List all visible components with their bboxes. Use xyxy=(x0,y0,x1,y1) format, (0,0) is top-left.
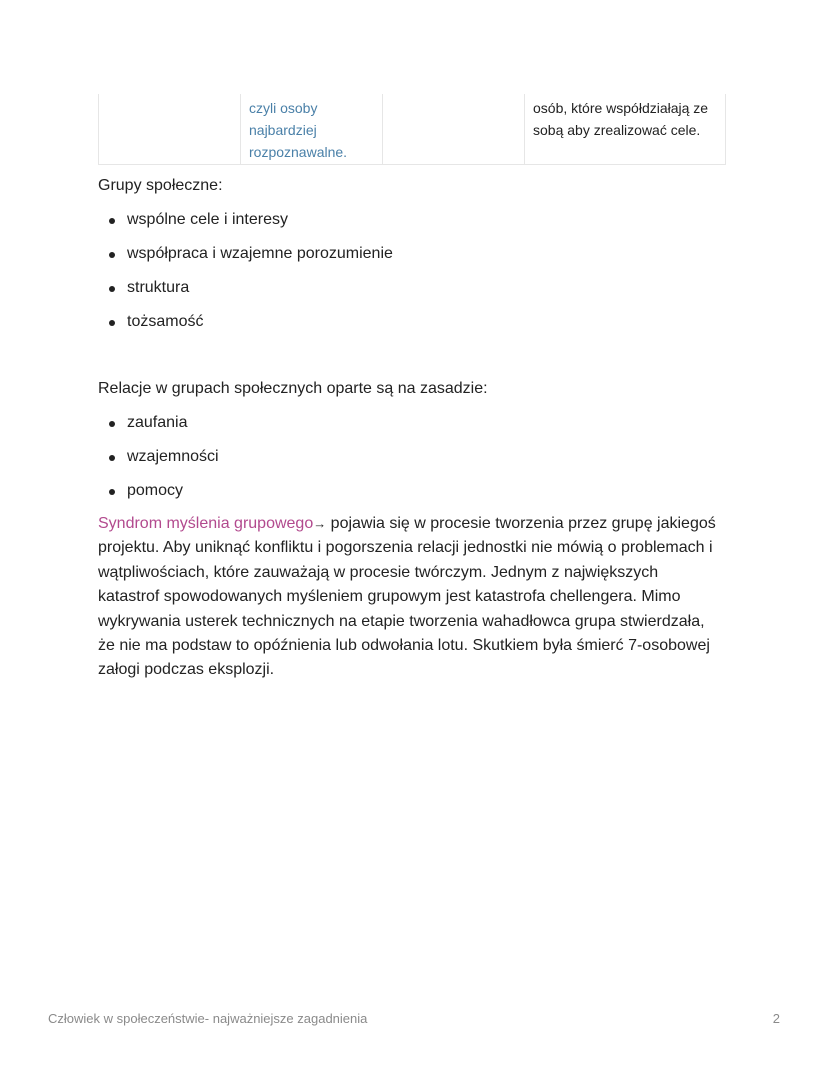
bullet-icon xyxy=(109,320,115,326)
table-cell-definition xyxy=(525,94,726,165)
paragraph-line: wykrywania usterek technicznych na etapie tworzenia wahadłowca grupa stwierdzała, xyxy=(98,612,705,630)
paragraph-line: że nie ma podstaw to opóźnienia lub odwołania lotu. Skutkiem była śmierć 7-osobowej xyxy=(98,637,710,655)
table-row xyxy=(99,94,726,165)
bullet-icon xyxy=(109,421,115,427)
page-number: 2 xyxy=(772,1011,780,1026)
groups-heading: Grupy społeczne: xyxy=(98,177,223,194)
arrow-icon: → xyxy=(313,516,327,531)
bullet-icon xyxy=(109,489,115,495)
list-item xyxy=(98,244,393,278)
cell-line: najbardziej xyxy=(249,122,317,138)
paragraph-line: załogi podczas eksplozji. xyxy=(98,661,275,679)
list-item xyxy=(98,413,219,447)
term-highlight: Syndrom myślenia grupowego xyxy=(98,515,314,532)
groups-list xyxy=(98,210,393,346)
table-cell-description xyxy=(241,94,383,165)
cell-line: czyli osoby xyxy=(249,100,318,116)
list-item-label: pomocy xyxy=(127,482,184,499)
list-item xyxy=(98,278,393,312)
bullet-icon xyxy=(109,252,115,258)
list-item xyxy=(98,210,393,244)
bullet-icon xyxy=(109,286,115,292)
paragraph-line: projektu. Aby uniknąć konfliktu i pogorszenia relacji jednostki nie mówią o problemach i xyxy=(98,539,713,557)
cell-line: osób, które współdziałają ze xyxy=(533,100,709,116)
list-item-label: tożsamość xyxy=(127,313,204,330)
table-cell-empty xyxy=(99,94,241,165)
list-item-label: wzajemności xyxy=(127,448,219,465)
footer-title: Człowiek w społeczeństwie- najważniejsze zagadnienia xyxy=(48,1011,368,1026)
cell-line: sobą aby zrealizować cele. xyxy=(533,122,701,138)
list-item-label: wspólne cele i interesy xyxy=(127,211,288,228)
list-item-label: zaufania xyxy=(127,414,188,431)
list-item-label: struktura xyxy=(127,279,190,296)
paragraph-line xyxy=(98,512,738,536)
list-item-label: współpraca i wzajemne porozumienie xyxy=(127,245,393,262)
groupthink-paragraph xyxy=(98,512,738,683)
paragraph-line: wątpliwościach, które zauważają w procesie twórczym. Jednym z największych xyxy=(98,563,659,581)
table-cell-empty xyxy=(383,94,525,165)
table-fragment xyxy=(98,94,726,165)
relations-heading: Relacje w grupach społecznych oparte są na zasadzie: xyxy=(98,380,488,397)
relations-list xyxy=(98,413,219,515)
bullet-icon xyxy=(109,455,115,461)
list-item xyxy=(98,447,219,481)
bullet-icon xyxy=(109,218,115,224)
cell-line: rozpoznawalne. xyxy=(249,144,348,160)
paragraph-line: katastrof spowodowanych myśleniem grupowym jest katastrofa chellengera. Mimo xyxy=(98,588,681,606)
list-item xyxy=(98,312,393,346)
list-item xyxy=(98,481,219,515)
paragraph-text: pojawia się w procesie tworzenia przez grupę jakiegoś xyxy=(326,515,716,532)
